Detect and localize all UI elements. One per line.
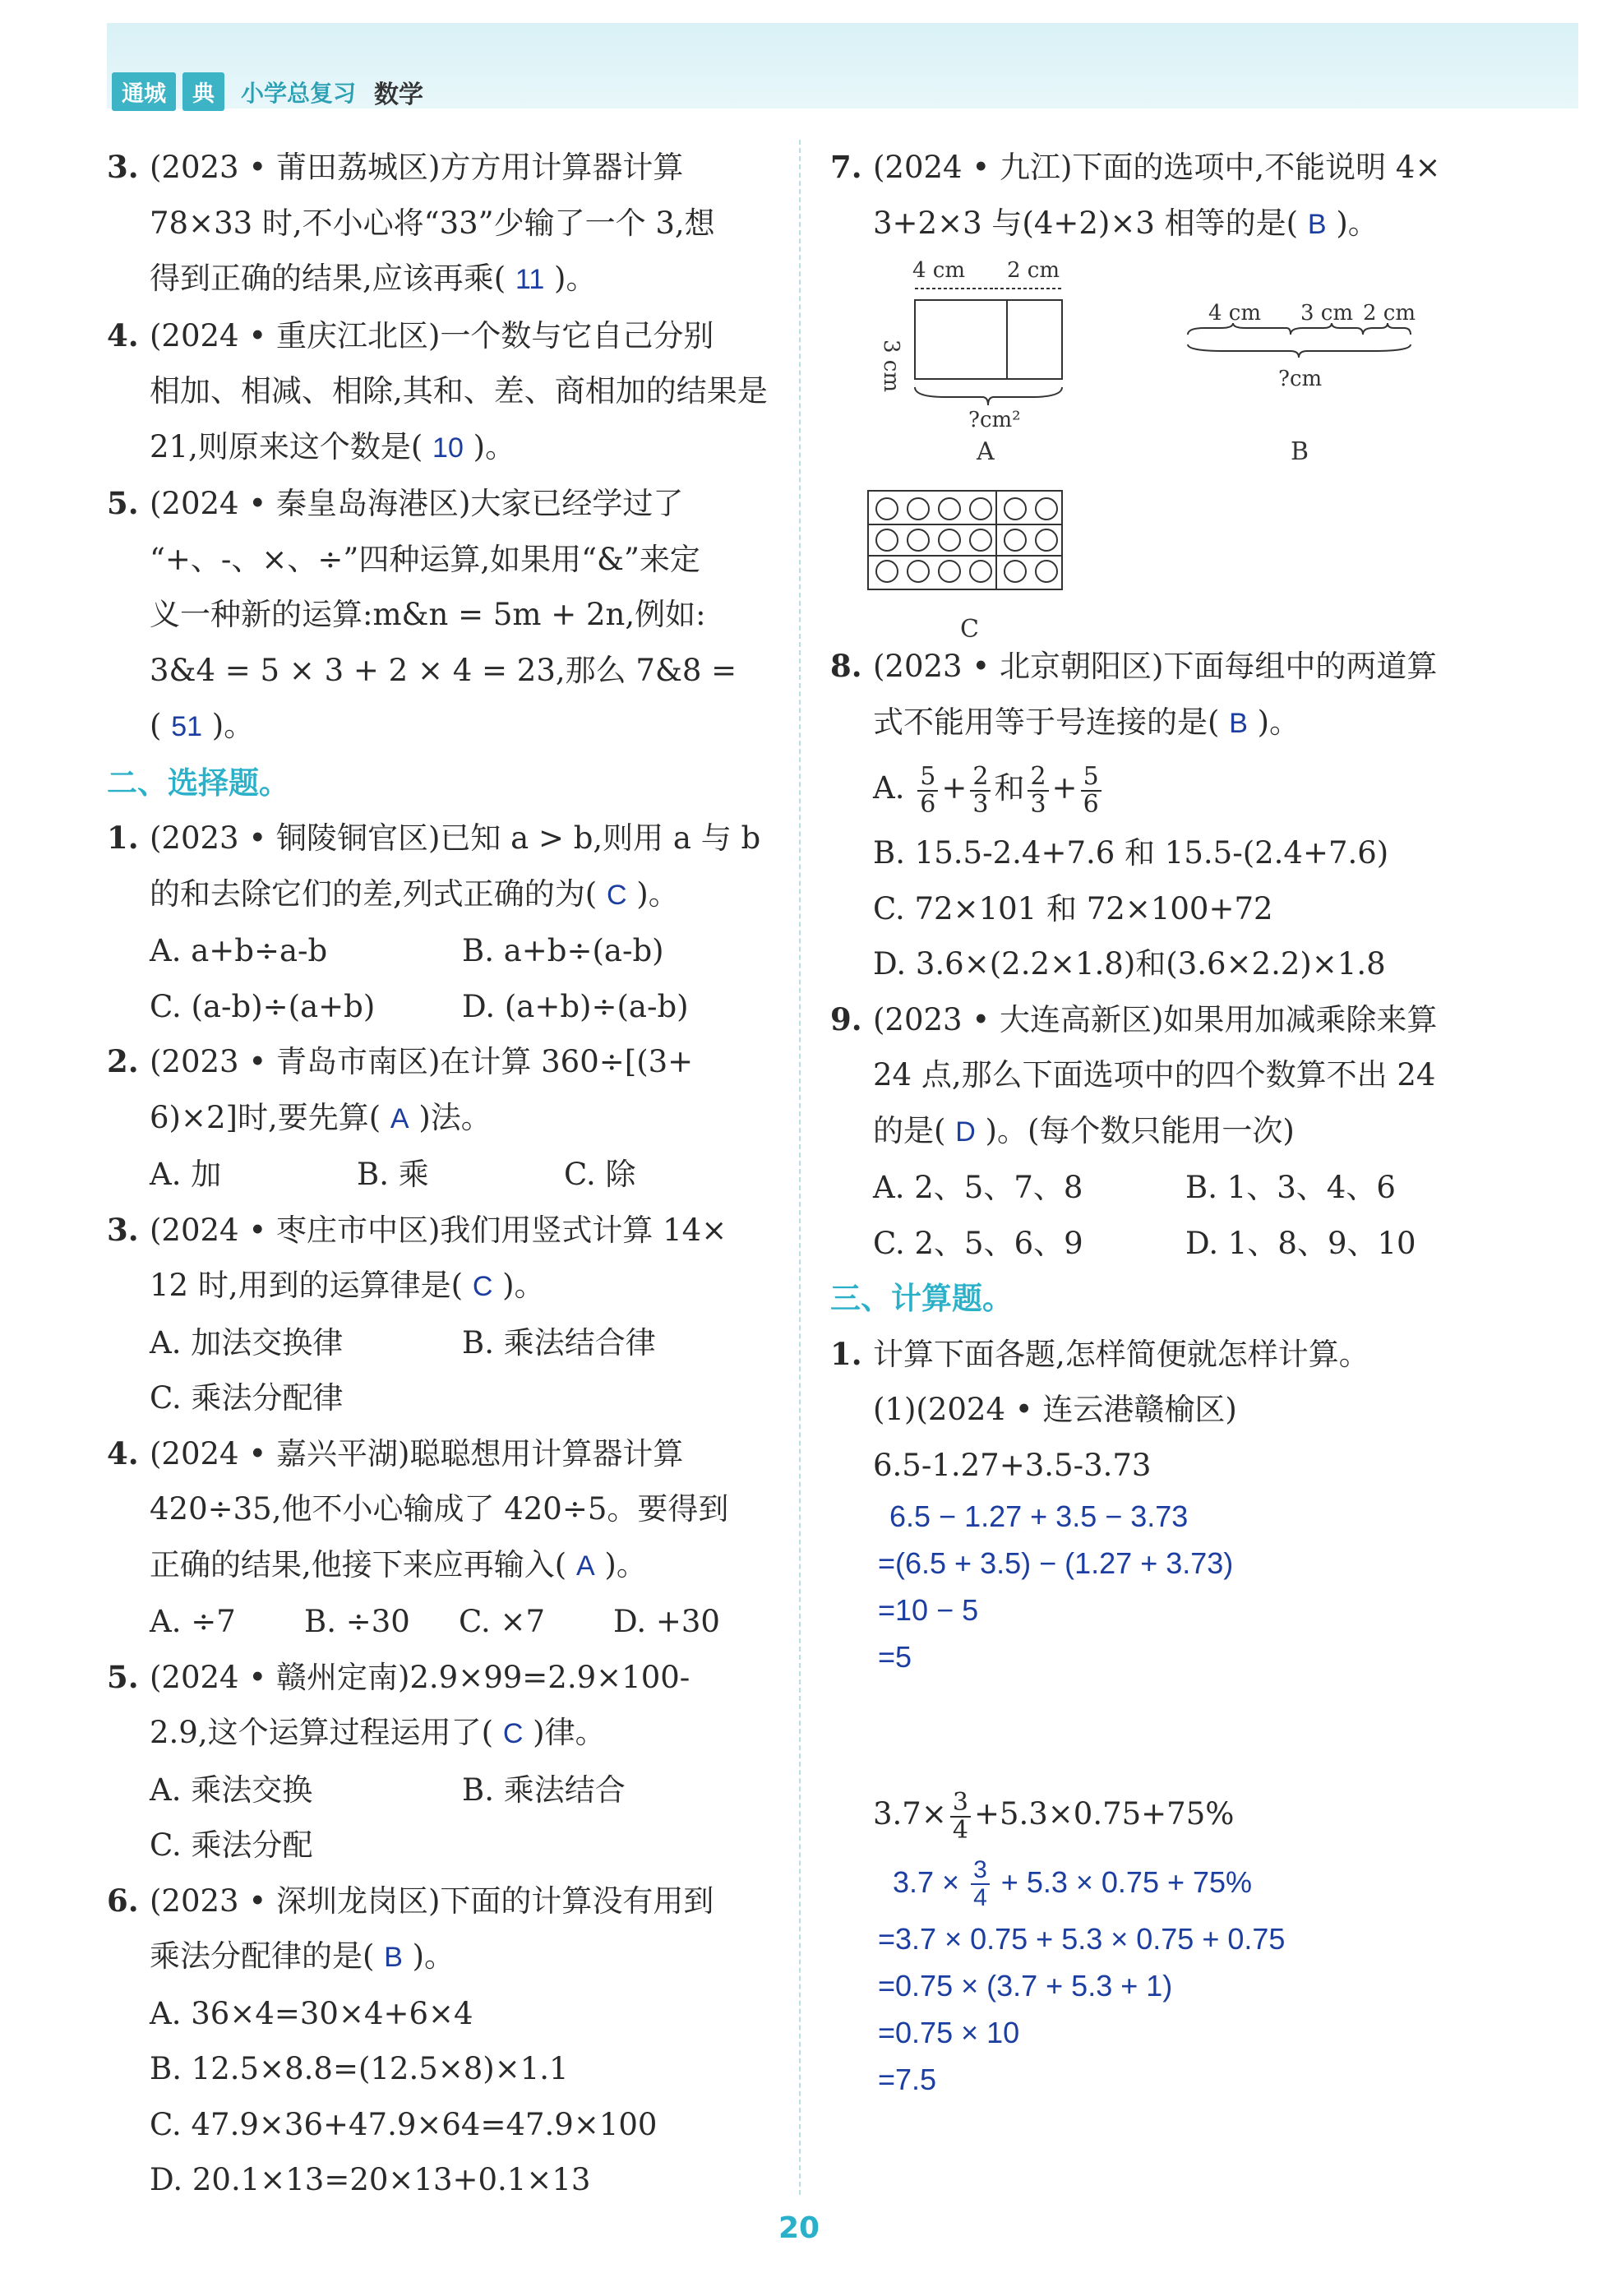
fig-b-seg3: 2 cm [1363, 301, 1416, 326]
answer: C [606, 879, 627, 911]
denominator: 4 [952, 1815, 968, 1845]
figure-b [1188, 301, 1416, 466]
fraction [1028, 761, 1048, 819]
subject-title: 数学 [374, 80, 424, 109]
question-text: )法。 [418, 1099, 492, 1135]
question-text: 12 时,用到的运算律是( [150, 1268, 464, 1303]
question-fill-4 [107, 308, 781, 477]
fraction [1081, 761, 1102, 819]
solution-step: =0.75 × (3.7 + 5.3 + 1) [878, 1969, 1173, 2003]
fig-c-circle [1005, 561, 1026, 582]
question-text: 式不能用等于号连接的是( [873, 704, 1220, 740]
option-a: A. $\frac{5}{6}$ + $\frac{2}{3}$ 和 $\frac{2}{3}$ + $\frac{5}{6}$ [830, 751, 1513, 825]
figure-a [879, 258, 1062, 466]
question-number: 5. [107, 1658, 139, 1695]
answer: B [1229, 707, 1248, 739]
solution-step: =7.5 [878, 2063, 937, 2096]
denominator: 3 [1030, 789, 1046, 819]
question-choice-7 [830, 140, 1513, 639]
fig-b-label: B [1291, 437, 1309, 466]
question-text: )。 [502, 1268, 545, 1303]
question-text: )。 [1257, 704, 1300, 740]
question-fill-3 [107, 140, 781, 308]
option-a: A. ÷7 [150, 1604, 236, 1639]
question-number: 9. [830, 1000, 862, 1037]
option-d: D. +30 [613, 1604, 720, 1639]
question-number: 1. [830, 1335, 862, 1372]
question-choice-8 [830, 639, 1513, 992]
question-text: (2024 • 九江)下面的选项中,不能说明 4× [873, 150, 1441, 185]
question-choice-6 [107, 1873, 781, 2208]
fig-a-height: 3 cm [879, 340, 903, 393]
question-text: (2024 • 重庆江北区)一个数与它自己分别 [150, 317, 714, 353]
brand-tag-1: 通城 [112, 72, 176, 111]
fraction [950, 1787, 971, 1845]
fig-c-circle [939, 561, 960, 582]
option-c: C. 72×101 和 72×100+72 [873, 890, 1273, 926]
option-c: C. 乘法分配 [150, 1827, 313, 1863]
worked-solution-1 [830, 1493, 1513, 1680]
answer: B [1307, 208, 1327, 240]
question-fill-5 [107, 476, 781, 755]
fig-c-circle [939, 498, 960, 520]
denominator: 3 [972, 789, 989, 819]
fig-c-circle [876, 529, 898, 551]
question-choice-3 [107, 1203, 781, 1426]
option-c: C. ×7 [459, 1604, 546, 1639]
fraction [917, 761, 938, 819]
question-text: ( [150, 708, 162, 743]
answer: D [955, 1116, 976, 1148]
question-text: (2023 • 北京朝阳区)下面每组中的两道算 [873, 649, 1438, 684]
question-text: 相加、相减、相除,其和、差、商相加的结果是 [150, 373, 768, 409]
fig-a-width1: 4 cm [912, 258, 966, 283]
option-a: A. a+b÷a-b [150, 933, 328, 968]
solution-step: 6.5 − 1.27 + 3.5 − 3.73 [889, 1499, 1189, 1533]
fig-a-rect [915, 300, 1062, 379]
question-text: 正确的结果,他接下来应再输入( [150, 1546, 567, 1582]
option-b: B. a+b÷(a-b) [462, 933, 664, 968]
fig-c-label: C [960, 615, 979, 639]
figure-options [830, 252, 1513, 639]
option-connector: 和 [994, 770, 1025, 806]
page-number: 20 [778, 2211, 820, 2245]
question-text: (2023 • 深圳龙岗区)下面的计算没有用到 [150, 1883, 714, 1919]
question-text: 计算下面各题,怎样简便就怎样计算。 [873, 1336, 1369, 1372]
numerator: 2 [970, 764, 991, 792]
fig-c-circle [939, 529, 960, 551]
answer: 10 [432, 432, 464, 464]
fig-c-circle [876, 498, 898, 520]
answer: 11 [515, 264, 545, 295]
answer: B [384, 1942, 403, 1973]
question-text: )。 [211, 708, 255, 743]
book-brand [112, 72, 423, 111]
expr-part: + 5.3 × 0.75 + 75% [1000, 1865, 1253, 1899]
fig-b-question: ?cm [1278, 367, 1323, 391]
fig-c-circle [970, 529, 991, 551]
answer: A [575, 1550, 595, 1582]
question-text: 3+2×3 与(4+2)×3 相等的是( [873, 205, 1299, 241]
numerator: 5 [917, 764, 938, 792]
question-text: )。 [604, 1546, 647, 1582]
solution-step: =5 [878, 1640, 912, 1674]
fig-b-brace-total [1188, 344, 1411, 358]
option-c: C. 47.9×36+47.9×64=47.9×100 [150, 2106, 658, 2142]
brand-tag-2: 典 [182, 72, 224, 111]
expr-part: 3.7× [873, 1796, 947, 1832]
answer: 51 [171, 711, 203, 742]
question-text: 的和去除它们的差,列式正确的为( [150, 875, 598, 912]
question-text: 24 点,那么下面选项中的四个数算不出 24 [873, 1057, 1436, 1093]
answer: C [472, 1271, 493, 1302]
question-choice-9 [830, 992, 1513, 1272]
solution-step [830, 1850, 1513, 1915]
option-d: D. 20.1×13=20×13+0.1×13 [150, 2162, 591, 2197]
option-a: A. 2、5、7、8 [873, 1170, 1083, 1205]
answer: C [502, 1718, 524, 1749]
fig-b-seg2: 3 cm [1300, 301, 1354, 326]
option-a: A. 36×4=30×4+6×4 [150, 1995, 473, 2031]
fig-a-width2: 2 cm [1007, 258, 1060, 283]
solution-step: =(6.5 + 3.5) − (1.27 + 3.73) [878, 1546, 1234, 1580]
question-text: (2024 • 枣庄市中区)我们用竖式计算 14× [150, 1212, 727, 1248]
question-text: 420÷35,他不小心输成了 420÷5。要得到 [150, 1491, 729, 1527]
question-text: (2023 • 青岛市南区)在计算 360÷[(3+ [150, 1044, 694, 1079]
series-title: 小学总复习 [241, 79, 357, 107]
option-b: B. 1、3、4、6 [1185, 1170, 1396, 1205]
option-b: B. 乘 [357, 1157, 429, 1192]
question-choice-1 [107, 811, 781, 1034]
option-b: B. 乘法结合 [462, 1772, 626, 1808]
fig-c-circle [970, 561, 991, 582]
option-c: C. 2、5、6、9 [873, 1225, 1083, 1261]
question-text: )。 [412, 1938, 455, 1974]
option-label: A. [873, 770, 905, 806]
question-number: 7. [830, 149, 862, 185]
option-d: D. 1、8、9、10 [1185, 1225, 1416, 1261]
option-a: A. 加 [150, 1157, 222, 1192]
fig-c-circle [1036, 498, 1057, 520]
question-text: (2024 • 秦皇岛海港区)大家已经学过了 [150, 486, 684, 521]
denominator: 4 [973, 1884, 987, 1912]
question-text: “+、-、×、÷”四种运算,如果用“&”来定 [150, 541, 700, 577]
problem-expression: 6.5-1.27+3.5-3.73 [873, 1447, 1152, 1483]
question-calc-1 [830, 1327, 1513, 2104]
sub-question-label: (1)(2024 • 连云港赣榆区) [873, 1392, 1237, 1427]
fig-c-circle [1005, 529, 1026, 551]
denominator: 6 [920, 789, 936, 819]
worked-solution-2 [830, 1850, 1513, 2103]
question-number: 6. [107, 1882, 139, 1919]
column-divider [799, 140, 801, 2195]
option-b: B. ÷30 [304, 1604, 410, 1639]
question-text: )。(每个数只能用一次) [985, 1112, 1295, 1148]
fig-a-question: ?cm² [968, 408, 1021, 432]
question-text: (2024 • 嘉兴平湖)聪聪想用计算器计算 [150, 1435, 684, 1471]
option-b: B. 15.5-2.4+7.6 和 15.5-(2.4+7.6) [873, 835, 1389, 871]
problem-expression [830, 1779, 1513, 1850]
question-text: 的是( [873, 1112, 946, 1148]
question-number: 4. [107, 316, 139, 353]
section-heading-calc: 三、计算题。 [830, 1281, 1013, 1316]
question-choice-4 [107, 1426, 781, 1650]
option-b: B. 乘法结合律 [462, 1324, 656, 1361]
question-choice-2 [107, 1034, 781, 1203]
question-number: 2. [107, 1043, 139, 1079]
fig-a-label: A [977, 437, 995, 466]
option-c: C. (a-b)÷(a+b) [150, 988, 376, 1024]
option-b: B. 12.5×8.8=(12.5×8)×1.1 [150, 2051, 569, 2086]
fig-c-circle [908, 498, 929, 520]
question-number: 3. [107, 1211, 139, 1248]
left-column [107, 140, 781, 2208]
question-text: )。 [636, 875, 679, 912]
question-number: 3. [107, 149, 139, 185]
fig-b-seg1: 4 cm [1208, 301, 1262, 326]
fraction [971, 1857, 990, 1911]
question-text: 78×33 时,不小心将“33”少输了一个 3,想 [150, 205, 715, 241]
question-text: 义一种新的运算:m&n = 5m + 2n,例如: [150, 597, 706, 632]
question-choice-5 [107, 1650, 781, 1873]
question-text: )。 [554, 261, 597, 296]
section-heading-choice: 二、选择题。 [107, 765, 289, 801]
option-d: D. (a+b)÷(a-b) [462, 988, 689, 1024]
question-text: 2.9,这个运算过程运用了( [150, 1715, 494, 1750]
option-c: C. 乘法分配律 [150, 1380, 344, 1416]
question-number: 1. [107, 820, 139, 856]
right-column [830, 140, 1513, 2103]
question-text: (2024 • 赣州定南)2.9×99=2.9×100- [150, 1659, 690, 1695]
numerator: 3 [950, 1790, 971, 1818]
denominator: 6 [1083, 789, 1099, 819]
question-text: )。 [473, 428, 516, 464]
numerator: 2 [1028, 764, 1048, 792]
question-text: 得到正确的结果,应该再乘( [150, 261, 506, 296]
answer: A [390, 1102, 409, 1134]
fig-a-brace [915, 387, 1062, 405]
solution-step: =10 − 5 [878, 1593, 979, 1627]
question-text: )律。 [533, 1715, 606, 1750]
solution-step: =3.7 × 0.75 + 5.3 × 0.75 + 0.75 [878, 1922, 1286, 1956]
option-a: A. 加法交换律 [150, 1324, 344, 1361]
numerator: 5 [1081, 764, 1102, 792]
question-text: (2023 • 大连高新区)如果用加减乘除来算 [873, 1001, 1438, 1037]
solution-step: =0.75 × 10 [878, 2016, 1020, 2049]
question-text: (2023 • 莆田荔城区)方方用计算器计算 [150, 150, 684, 185]
fig-c-circle [908, 561, 929, 582]
option-c: C. 除 [564, 1157, 636, 1192]
option-d: D. 3.6×(2.2×1.8)和(3.6×2.2)×1.8 [873, 946, 1386, 982]
expr-part: 3.7 × [893, 1865, 960, 1899]
fig-c-circle [1036, 529, 1057, 551]
question-text: 6)×2]时,要先算( [150, 1099, 381, 1135]
question-number: 5. [107, 485, 139, 521]
figure-c [868, 491, 1062, 589]
question-text: 21,则原来这个数是( [150, 428, 423, 464]
fig-c-circle [970, 498, 991, 520]
question-text: 乘法分配律的是( [150, 1938, 375, 1974]
question-text: )。 [1336, 205, 1379, 241]
question-text: 3&4 = 5 × 3 + 2 × 4 = 23,那么 7&8 = [150, 652, 737, 688]
option-a: A. 乘法交换 [150, 1772, 313, 1808]
question-number: 4. [107, 1434, 139, 1471]
fraction [970, 761, 991, 819]
fig-c-circle [908, 529, 929, 551]
fig-c-circle [876, 561, 898, 582]
fig-c-circle [1036, 561, 1057, 582]
expr-part: +5.3×0.75+75% [973, 1796, 1235, 1832]
fig-c-circle [1005, 498, 1026, 520]
numerator: 3 [971, 1857, 990, 1885]
question-number: 8. [830, 648, 862, 684]
question-text: (2023 • 铜陵铜官区)已知 a > b,则用 a 与 b [150, 820, 761, 856]
